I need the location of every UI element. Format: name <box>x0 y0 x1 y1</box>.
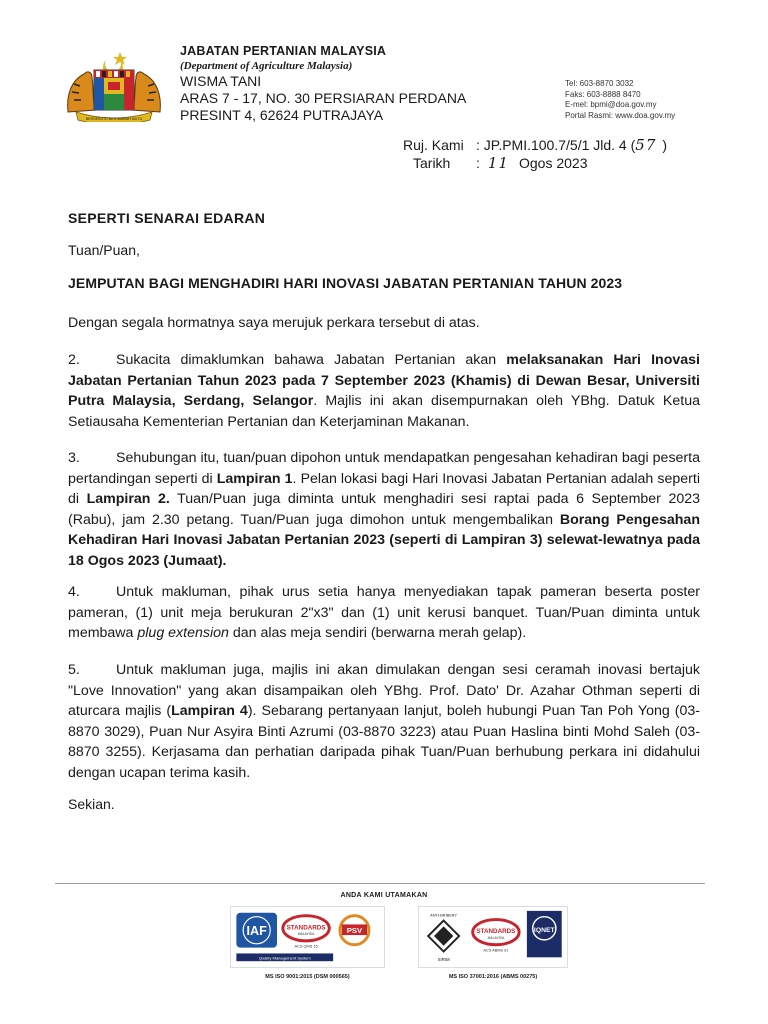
paragraph-number: 4. <box>68 584 80 600</box>
salutation: Tuan/Puan, <box>68 242 140 258</box>
quality-certification-badges <box>230 906 385 968</box>
paragraph-text: Untuk makluman, pihak urus setia hanya menyediakan tapak pameran beserta poster pameran, (1) unit meja berukuran 2"x3" dan (1) unit kerusi banquet. Tuan/Puan diminta untuk membawa <box>68 584 700 641</box>
standards-malaysia-logo <box>473 920 519 953</box>
standards-malaysia-logo <box>283 916 329 949</box>
paragraph-number: 2. <box>68 352 80 368</box>
svg-text:ACS ABMS 01: ACS ABMS 01 <box>483 947 509 953</box>
svg-text:SIRIM: SIRIM <box>437 957 450 963</box>
svg-text:ACS QMS 15: ACS QMS 15 <box>294 943 318 949</box>
svg-text:BERSEKUTU BERTAMBAH MUTU: BERSEKUTU BERTAMBAH MUTU <box>85 117 143 121</box>
paragraph-text: . Pelan lokasi bagi Hari Inovasi Jabatan Pertanian adalah seperti di <box>68 470 700 507</box>
footer-motto: ANDA KAMI UTAMAKAN <box>340 892 428 899</box>
svg-text:ANTI-BRIBERY: ANTI-BRIBERY <box>430 912 458 918</box>
address-line-3: PRESINT 4, 62624 PUTRAJAYA <box>180 107 384 123</box>
paragraph-4 <box>68 582 700 644</box>
paragraph-2 <box>68 350 700 432</box>
paragraph-text: Untuk makluman juga, majlis ini akan dimulakan dengan sesi ceramah inovasi bertajuk "Love Innovation" yang akan disampaikan oleh YBhg. Prof. Dato' Dr. Azahar Othman seperti di aturcara majlis ( <box>68 662 700 719</box>
svg-text:STANDARDS: STANDARDS <box>476 928 516 936</box>
address-line-2: ARAS 7 - 17, NO. 30 PERSIARAN PERDANA <box>180 90 467 106</box>
contact-block <box>565 79 675 121</box>
svg-text:IQNET: IQNET <box>533 927 555 935</box>
iaf-logo <box>236 913 277 948</box>
ruj-value: : JP.PMI.100.7/5/1 Jld. 4 ( <box>476 137 636 153</box>
cert-left-label: MS ISO 9001:2015 (DSM 000565) <box>265 974 350 980</box>
paragraph-5 <box>68 660 700 783</box>
paragraph-text: ). Sebarang pertanyaan lanjut, boleh hubungi Puan Tan Poh Yong (03-8870 3029), Puan Nur Asyira Binti Azrumi (03-8870 3223) atau Puan Haslina binti Mohd Saleh (03-8870 3255). Kerjasama dan perhatian daripada pihak Tuan/Puan berhubung perkara ini didahului dengan ucapan terima kasih. <box>68 703 700 781</box>
ruj-close: ) <box>662 137 668 153</box>
paragraph-bold-text: Lampiran 4 <box>171 703 248 719</box>
closing: Sekian. <box>68 796 115 812</box>
ruj-handwritten-number: 57 <box>635 136 657 154</box>
paragraph-text: Sehubungan itu, tuan/puan dipohon untuk mendapatkan pengesahan kehadiran bagi peserta pertandingan seperti di <box>68 450 700 487</box>
org-name-english: (Department of Agriculture Malaysia) <box>180 60 353 72</box>
anti-bribery-certification-badges <box>418 906 568 968</box>
paragraph-bold-text: Lampiran 2. <box>86 491 170 507</box>
coat-of-arms-logo <box>62 50 166 122</box>
paragraph-text: Sukacita dimaklumkan bahawa Jabatan Pertanian akan <box>116 352 507 368</box>
org-name: JABATAN PERTANIAN MALAYSIA <box>180 44 387 58</box>
contact-portal: Portal Rasmi: www.doa.gov.my <box>565 110 676 120</box>
svg-text:PSV: PSV <box>346 926 363 936</box>
contact-fax: Faks: 603-8888 8470 <box>565 89 641 99</box>
contact-tel: Tel: 603-8870 3032 <box>565 79 634 88</box>
paragraph-italic-text: plug extension <box>137 625 229 641</box>
svg-text:Quality Management System: Quality Management System <box>258 955 311 961</box>
ruj-label: Ruj. Kami <box>403 137 464 153</box>
address-line-1: WISMA TANI <box>180 73 262 89</box>
paragraph-text: Tuan/Puan juga diminta untuk menghadiri sesi raptai pada 6 September 2023 (Rabu), jam 2.30 petang. Tuan/Puan juga dimohon untuk mengembalikan <box>68 491 701 528</box>
paragraph-3 <box>68 448 700 571</box>
paragraph-number: 5. <box>68 662 80 678</box>
sirim-anti-bribery-logo <box>428 913 459 963</box>
paragraph-number: 3. <box>68 450 80 466</box>
psv-logo <box>340 916 369 945</box>
iqnet-logo <box>527 911 562 957</box>
paragraph-bold-text: Borang Pengesahan Kehadiran Hari Inovasi Jabatan Pertanian 2023 (seperti di Lampiran 3) selewat-lewatnya pada 18 Ogos 2023 (Jumaat). <box>68 511 700 569</box>
subject-heading: JEMPUTAN BAGI MENGHADIRI HARI INOVASI JABATAN PERTANIAN TAHUN 2023 <box>68 275 623 291</box>
paragraph-bold-text: Lampiran 1 <box>216 470 293 487</box>
opening-line: Dengan segala hormatnya saya merujuk perkara tersebut di atas. <box>68 315 480 331</box>
svg-text:MALAYSIA: MALAYSIA <box>297 932 315 937</box>
letterhead-org <box>180 44 520 124</box>
reference-row <box>403 136 667 154</box>
contact-email: E-mel: bpmi@doa.gov.my <box>565 100 657 109</box>
tarikh-label: Tarikh <box>413 155 451 171</box>
paragraph-bold-text: melaksanakan Hari Inovasi Jabatan Pertanian Tahun 2023 pada 7 September 2023 (Khamis) di Dewan Besar, Universiti Putra Malaysia, Serdang, Selangor <box>68 352 700 409</box>
iaf-text: IAF <box>246 924 267 939</box>
paragraph-text: dan alas meja sendiri (berwarna merah gelap). <box>228 625 527 641</box>
svg-text:STANDARDS: STANDARDS <box>286 924 326 932</box>
reference-block <box>403 136 667 172</box>
tarikh-value: Ogos 2023 <box>518 155 588 171</box>
cert-right-label: MS ISO 37001:2016 (ABMS 00275) <box>448 974 538 980</box>
tarikh-colon: : <box>476 155 480 171</box>
svg-text:MALAYSIA: MALAYSIA <box>487 935 505 940</box>
paragraph-text: . Majlis ini akan disempurnakan oleh YBhg. Datuk Ketua Setiausaha Kementerian Pertanian dan Keterjaminan Makanan. <box>68 393 700 430</box>
date-row <box>403 154 667 172</box>
recipient: SEPERTI SENARAI EDARAN <box>68 210 266 226</box>
tarikh-handwritten-day: 11 <box>487 154 509 172</box>
footer-divider <box>55 883 705 884</box>
